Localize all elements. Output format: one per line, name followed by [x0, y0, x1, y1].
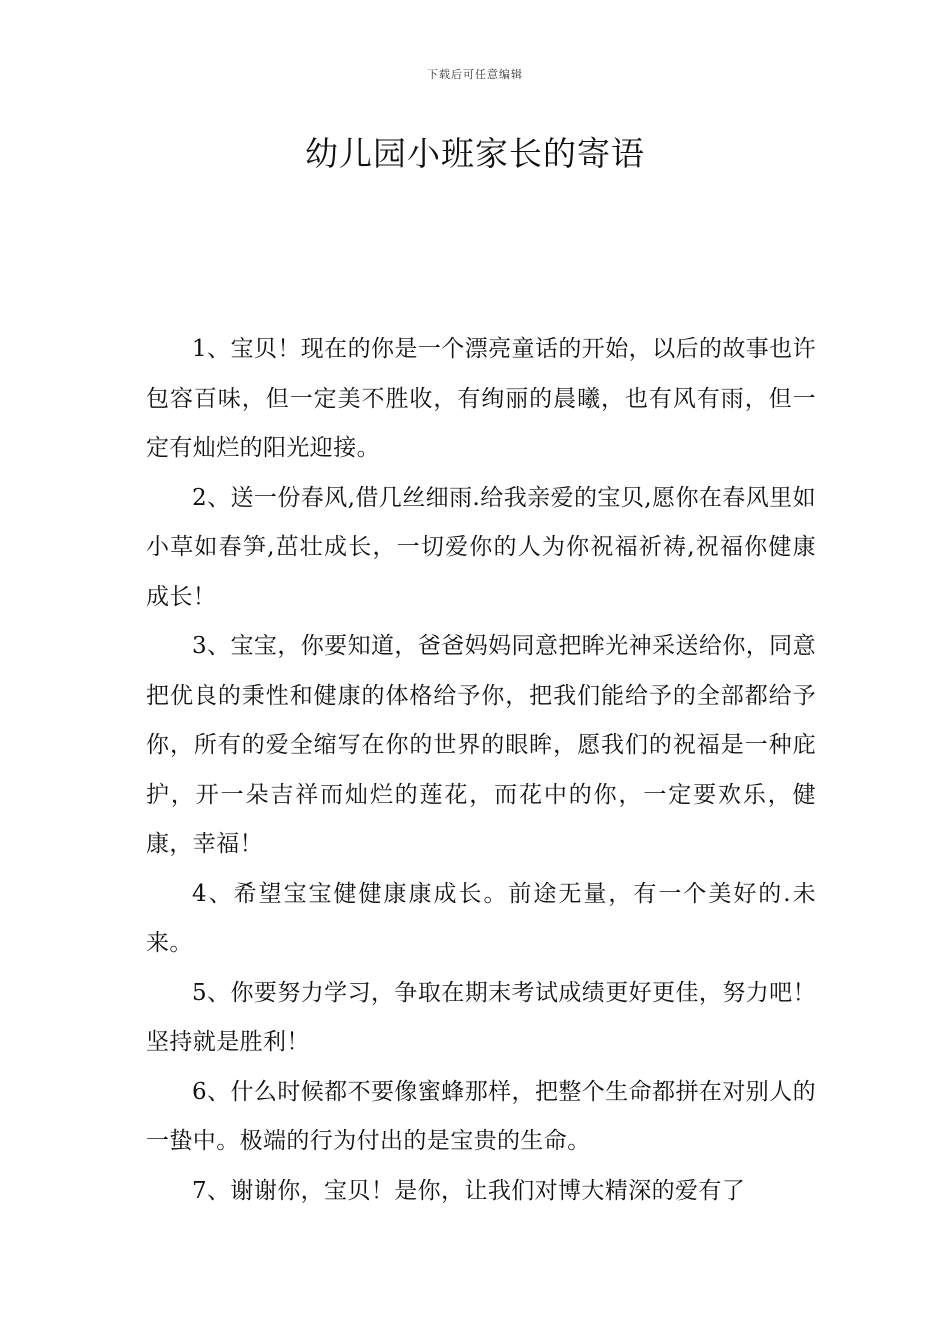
document-title: 幼儿园小班家长的寄语	[305, 134, 645, 173]
header-note: 下载后可任意编辑	[427, 68, 523, 81]
paragraph-1: 1、宝贝！现在的你是一个漂亮童话的开始，以后的故事也许包容百味，但一定美不胜收，有绚丽的晨曦，也有风有雨，但一定有灿烂的阳光迎接。	[146, 336, 816, 461]
document-body	[146, 325, 816, 1216]
paragraph-7: 7、谢谢你，宝贝！是你，让我们对博大精深的爱有了	[192, 1177, 746, 1204]
paragraph-2: 2、送一份春风,借几丝细雨.给我亲爱的宝贝,愿你在春风里如小草如春笋,茁壮成长，一切爱你的人为你祝福祈祷,祝福你健康成长！	[146, 484, 816, 610]
paragraph-4: 4、希望宝宝健健康康成长。前途无量，有一个美好的.未来。	[146, 880, 816, 956]
paragraph-5: 5、你要努力学习，争取在期末考试成绩更好更佳，努力吧！坚持就是胜利！	[146, 979, 816, 1055]
paragraph-6: 6、什么时候都不要像蜜蜂那样，把整个生命都拼在对别人的一蛰中。极端的行为付出的是宝贵的生命。	[146, 1078, 816, 1154]
paragraph-3: 3、宝宝，你要知道，爸爸妈妈同意把眸光神采送给你，同意把优良的秉性和健康的体格给予你，把我们能给予的全部都给予你，所有的爱全缩写在你的世界的眼眸，愿我们的祝福是一种庇护，开一朵吉祥而灿烂的莲花，而花中的你，一定要欢乐，健康，幸福！	[146, 633, 816, 857]
